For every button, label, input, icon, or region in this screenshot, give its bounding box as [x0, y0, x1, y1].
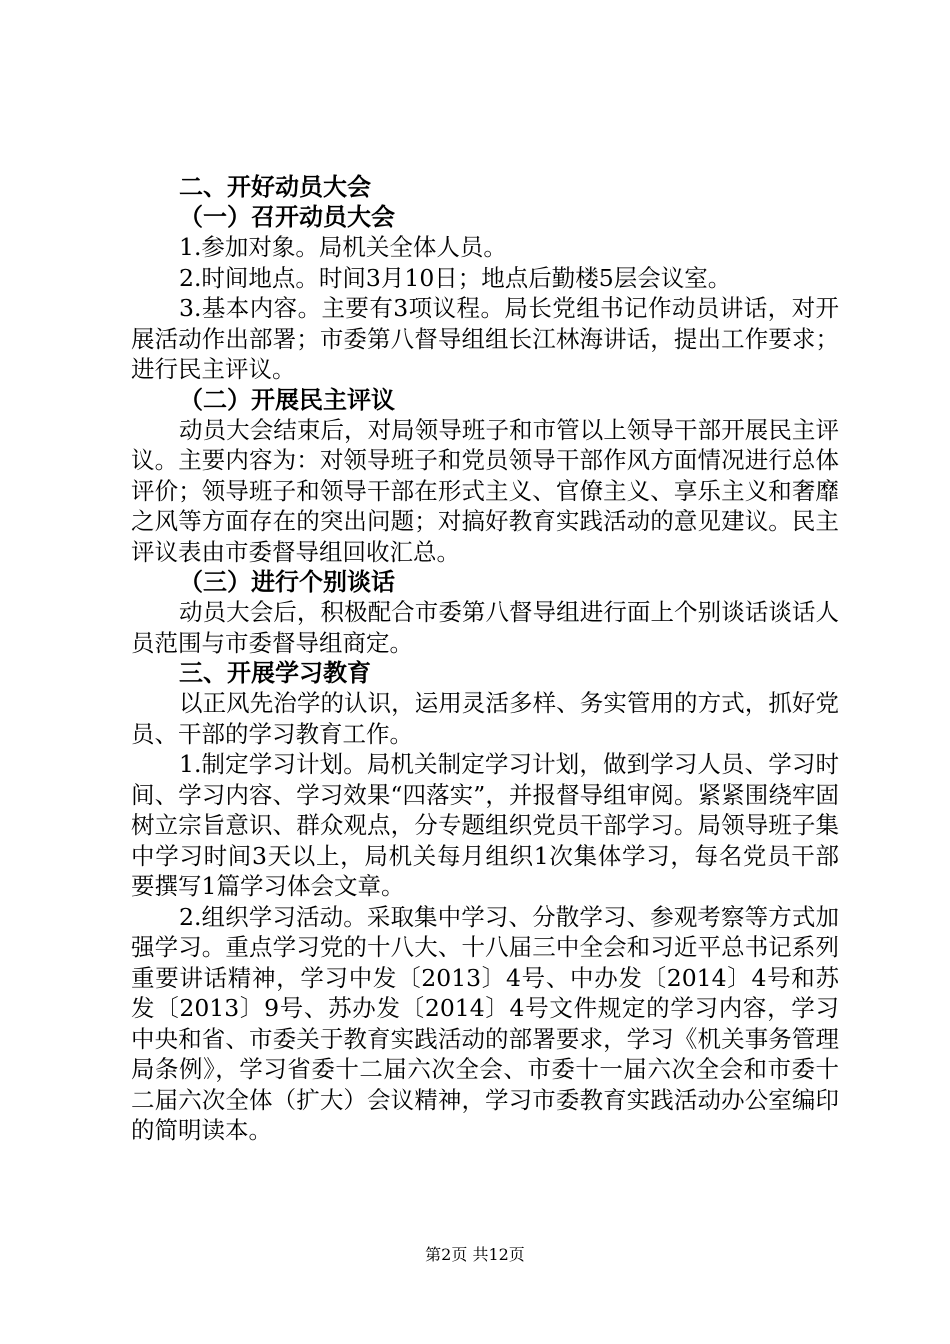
paragraph: 2.时间地点。时间3月10日；地点后勤楼5层会议室。 [179, 263, 732, 292]
paragraph: 3.基本内容。主要有3项议程。局长党组书记作动员讲话，对开展活动作出部署；市委第八督导组组长江林海讲话，提出工作要求；进行民主评议。 [131, 294, 839, 383]
page-number-footer: 第2页 共12页 [425, 1245, 525, 1264]
paragraph: 动员大会后，积极配合市委第八督导组进行面上个别谈话谈话人员范围与市委督导组商定。 [131, 598, 839, 657]
paragraph: 2.组织学习活动。采取集中学习、分散学习、参观考察等方式加强学习。重点学习党的十八大、十八届三中全会和习近平总书记系列重要讲话精神，学习中发〔2013〕4号、中办发〔2014〕4号和苏发〔2013〕9号、苏办发〔2014〕4号文件规定的学习内容，学习中央和省、市委关于教育实践活动的部署要求，学习《机关事务管理局条例》，学习省委十二届六次全会、市委十一届六次全会和市委十二届六次全体（扩大）会议精神，学习市委教育实践活动办公室编印的简明读本。 [131, 902, 839, 1144]
paragraph: 1.制定学习计划。局机关制定学习计划，做到学习人员、学习时间、学习内容、学习效果“四落实”，并报督导组审阅。紧紧围绕牢固树立宗旨意识、群众观点，分专题组织党员干部学习。局领导班子集中学习时间3天以上，局机关每月组织1次集体学习，每名党员干部要撰写1篇学习体会文章。 [131, 750, 839, 900]
paragraph: 以正风先治学的认识，运用灵活多样、务实管用的方式，抓好党员、干部的学习教育工作。 [131, 689, 839, 748]
paragraph: 1.参加对象。局机关全体人员。 [179, 233, 507, 261]
paragraph: 动员大会结束后，对局领导班子和市管以上领导干部开展民主评议。主要内容为：对领导班子和党员领导干部作风方面情况进行总体评价；领导班子和领导干部在形式主义、官僚主义、享乐主义和奢靡之风等方面存在的突出问题；对搞好教育实践活动的意见建议。民主评议表由市委督导组回收汇总。 [131, 415, 839, 566]
subsection-heading: （一）召开动员大会 [179, 203, 395, 231]
document-body [131, 172, 839, 1146]
section-heading: 二、开好动员大会 [179, 173, 371, 201]
subsection-heading: （三）进行个别谈话 [179, 568, 395, 596]
section-heading: 三、开展学习教育 [179, 659, 371, 687]
subsection-heading: （二）开展民主评议 [179, 385, 395, 414]
